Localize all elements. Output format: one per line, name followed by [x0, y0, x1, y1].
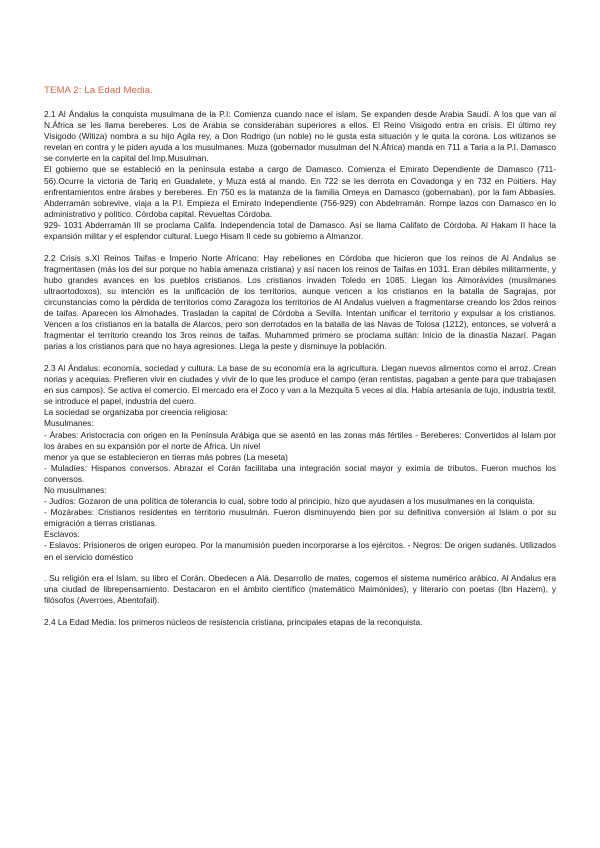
paragraph: El gobierno que se estableció en la península estaba a cargo de Damasco. Comienza el Emirato Dependiente de Damasco (711-56).Ocurre la victoria de Tariq en Guadalete, y Muza está al mando. En 722 se les derrota en Covadonga y en 732 en Poitiers. Hay enfrentamientos entre árabes y bereberes. En 750 es la matanza de la familia Omeya en Damasco (gobernaban), por la fam Abbasíes. Abderramán sobrevive, viaja a la P.I. Empieza el Emirato Independiente (756-929) con Abdelrramán. Rompe lazos con Damasco en lo administrativo y político. Córdoba capital. Revueltas Córdoba. [44, 164, 556, 219]
paragraph: 2.4 La Edad Media: los primeros núcleos de resistencia cristiana, principales etapas de la reconquista. [44, 616, 423, 627]
section-culture [44, 573, 556, 606]
section-2-2 [44, 253, 556, 353]
page-title: TEMA 2: La Edad Media. [44, 85, 153, 96]
paragraph: . Su religión era el Islam, su libro el Corán. Obedecen a Alá. Desarrollo de mates, cogemos el sistema numérico arábico. Al Andalus era una ciudad de librepensamiento. Destacaron en el ámbito científico (matemático Maimónides), y literario con poetas (Ibn Hazem), y filósofos (Averroes, Abentofail). [44, 573, 556, 606]
paragraph: menor ya que se establecieron en tierras más pobres (La meseta) [44, 451, 288, 462]
paragraph: 2.1 Al Ándalus la conquista musulmana de la P.I: Comienza cuando nace el islam. Se expanden desde Arabia Saudí. A los que van al N.África se les llama bereberes. Los de Arabia se consideraban superiores a ellos. El Reino Visigodo entra en crisis. El último rey Visigodo (Witiza) nombra a su hijo Agila rey, a Don Rodrigo (un noble) no le gusta esta situación y le quita la corona. Los witizanos se revelan en contra y le piden ayuda a los musulmanes. Muza (gobernador musulman del N.África) manda en 711 a Taria a la P.I. Damasco se convierte en la capital del Imp.Musulman. [44, 109, 556, 164]
document-body [44, 109, 556, 628]
paragraph: - Muladíes: Hispanos conversos. Abrazar el Corán facilitaba una integración social mayor y eximía de tributos. Fueron muchos los conversos. [44, 462, 556, 484]
group-heading: No musulmanes: [44, 485, 107, 495]
group-heading: Musulmanes: [44, 418, 94, 429]
section-2-1 [44, 109, 556, 242]
paragraph: 929- 1031 Abderramán III se proclama Califa. Independencia total de Damasco. Así se llama Califato de Córdoba. Al Hakam II hace la expansión militar y el esplendor cultural. Luego Hisam II cede su gobierno a Almanzor. [44, 219, 556, 242]
paragraph: - Árabes: Aristocracia con origen en la Península Arábiga que se asentó en las zonas más fértiles - Bereberes: Convertidos al Islam por los árabes en su expansión por el norte de África. Un nivel [44, 429, 556, 451]
paragraph: 2.3 Al Ándalus: economía, sociedad y cultura: La base de su economía era la agricultura. Llegan nuevos alimentos como el arroz. Crean norias y acequias. Prefieren vivir en ciudades y vivir de lo que les produce el campo (eran rentistas, pagaban a gente para que trabajasen en sus campos). Se activa el comercio. El mercado era el Zoco y van a la Mezquita 5 veces al día. Había artesanía de lujo, industria textil, se introduce el papel, industria del cuero. [44, 362, 556, 407]
paragraph: - Eslavos: Prisioneros de origen europeo. Por la manumisión pueden incorporarse a los ejércitos. - Negros: De origen sudanés. Utilizados en el servicio doméstico [44, 540, 556, 562]
group-heading: Esclavos: [44, 529, 80, 540]
paragraph: La sociedad se organizaba por creencia religiosa: [44, 407, 228, 418]
paragraph: - Mozárabes: Cristianos residentes en territorio musulmán. Fueron disminuyendo bien por su definitiva conversión al Islam o por su emigración a tierras cristianas. [44, 507, 556, 529]
section-2-4 [44, 617, 556, 628]
paragraph: 2.2 Crisis s.XI Reinos Taifas e Imperio Norte Africano: Hay rebeliones en Córdoba que hicieron que los reinos de Al Andalus se fragmentasen (más los del sur porque no había amenaza cristiana) y así nacen los reinos de Taifas en 1031. Eran débiles militarmente, y hubo grandes avances en los pueblos cristianos. Los cristianos invaden Toledo en 1085. Llegan los Almorávides (musilmanes ultraortodoxos), su intención es la unificación de los territorios, aunque vencen a los cristianos en la batalla de Sagrajas, por circunstancias como la pérdida de territorios como Zaragoza los territorios de Al Andalus vuelven a fragmentarse creando los 2dos reinos de taifas. Aparecen los Almohades. Trasladan la capital de Córdoba a Sevilla. Intentan unificar el territorio y expulsar a los cristianos. Vencen a los cristianos en la batalla de Alarcos, pero son derrotados en la batalla de las Navas de Tolosa (1212), entonces, se volverá a fragmentar el territorio creando los 3ros reinos de taifas. Muhammed primero se proclama sultán: Inicio de la dinastía Nazarí. Pagan parias a los cristianos para que no haya agresiones. Llega la peste y disminuye la población. [44, 252, 556, 352]
section-2-3 [44, 363, 556, 563]
paragraph: - Judíos: Gozaron de una política de tolerancia lo cual, sobre todo al principio, hizo que ayudasen a los musulmanes en la conquista. [44, 496, 535, 507]
